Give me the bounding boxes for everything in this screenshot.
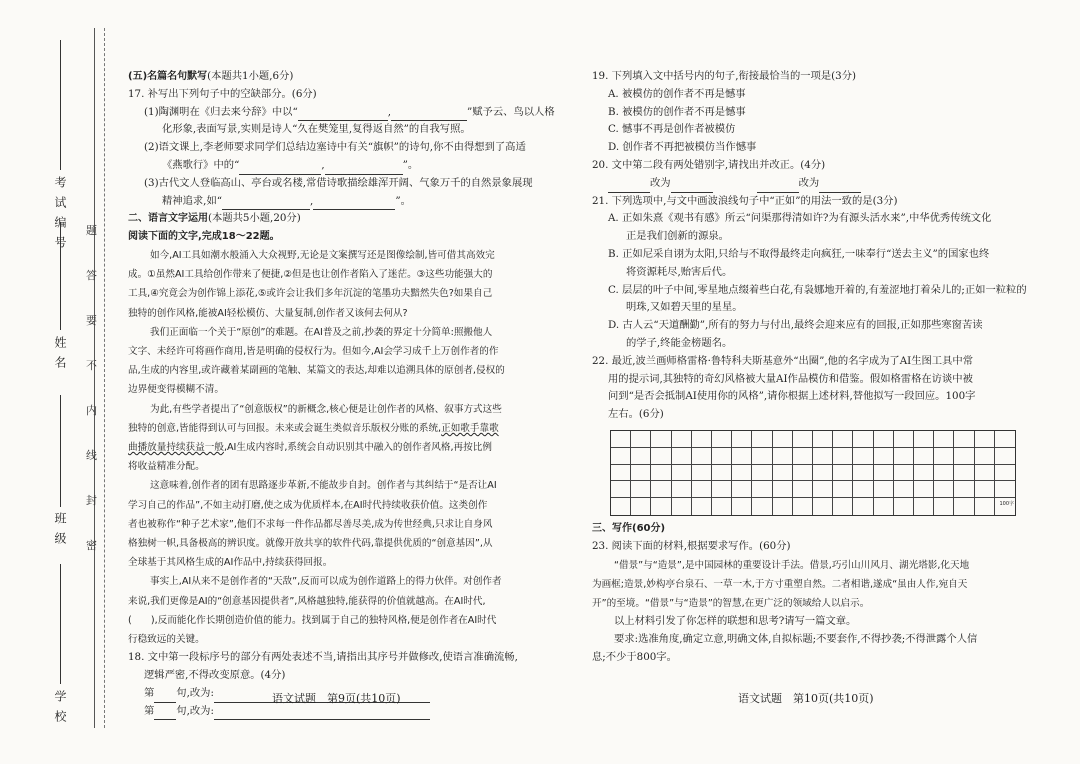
grid-cell[interactable] (934, 431, 954, 448)
grid-cell[interactable] (692, 498, 712, 515)
seal-word: 封 (86, 494, 97, 507)
grid-cell[interactable] (631, 465, 651, 482)
q21-option-a-cont: 正是我们创新的源泉。 (626, 230, 729, 243)
page-9-column (128, 68, 556, 720)
grid-cell[interactable] (752, 498, 772, 515)
grid-cell[interactable] (651, 465, 671, 482)
q20-right-2[interactable] (819, 180, 861, 193)
grid-cell[interactable] (934, 448, 954, 465)
grid-cell[interactable] (975, 481, 995, 498)
material-line: 为画框;造景,妙构亭台泉石、一草一木,于方寸重塑自然。二者相谐,遂成“虽由人作,宛自天 (592, 578, 968, 590)
grid-cell[interactable] (712, 448, 732, 465)
name-label: 姓名 (53, 336, 67, 376)
grid-cell[interactable] (813, 465, 833, 482)
grid-cell[interactable] (995, 465, 1015, 482)
grid-cell[interactable] (894, 498, 914, 515)
grid-cell[interactable] (853, 498, 873, 515)
grid-cell[interactable] (874, 448, 894, 465)
grid-cell[interactable] (793, 498, 813, 515)
grid-cell[interactable] (793, 448, 813, 465)
grid-cell[interactable] (853, 431, 873, 448)
grid-cell[interactable] (732, 448, 752, 465)
grid-cell[interactable] (651, 481, 671, 498)
section-3-heading: 三、写作(60分) (592, 522, 666, 534)
class-field[interactable] (60, 395, 61, 507)
grid-cell[interactable] (853, 465, 873, 482)
exam-number-field[interactable] (60, 40, 61, 170)
q17-part3: (3)古代文人登临高山、亭台或名楼,常借诗歌描绘雄浑开阔、气象万千的自然景象展现 (144, 176, 533, 189)
binding-margin (0, 0, 112, 764)
page-10-footer: 语文试题 第10页(共10页) (738, 692, 874, 705)
q17-part3-cont: 精神追求,如“ , ”。 (128, 193, 556, 211)
blank-q17-2b[interactable] (325, 162, 403, 175)
q21-option-b-cont: 将资源耗尽,贻害后代。 (626, 265, 733, 278)
grid-cell[interactable] (692, 448, 712, 465)
grid-cell[interactable] (611, 448, 631, 465)
grid-cell[interactable] (914, 498, 934, 515)
answer-grid[interactable] (610, 430, 1016, 516)
passage-line: 来说,我们更像是AI的“创意基因提供者”,风格越独特,能获得的价值就越高。在AI时代, (128, 595, 486, 607)
grid-cell[interactable] (773, 431, 793, 448)
material-line: 开”的至境。“借景”与“造景”的智慧,在更广泛的领域给人以启示。 (592, 597, 870, 609)
grid-cell[interactable] (874, 465, 894, 482)
q20-right-1[interactable] (671, 180, 713, 193)
grid-cell[interactable] (773, 448, 793, 465)
grid-cell[interactable] (692, 465, 712, 482)
passage-line: 独特的创意,皆能得到认可与回报。未来或会诞生类似音乐版权分账的系统,正如歌手靠歌 (128, 422, 499, 434)
q19-option-b[interactable]: B. 被模仿的创作者不再是憾事 (608, 105, 746, 118)
grid-cell[interactable] (793, 431, 813, 448)
writing-prompt: 以上材料引发了你怎样的联想和思考?请写一篇文章。 (614, 615, 857, 628)
passage-line: 者也被称作“种子艺术家”,他们不求每一件作品都尽善尽美,成为传世经典,只求让自身风 (128, 518, 493, 530)
grid-cell[interactable] (954, 498, 974, 515)
seal-word: 密 (86, 539, 97, 552)
q18-answer-2: 第 句,改为: (128, 703, 556, 721)
grid-cell[interactable] (833, 498, 853, 515)
passage-line: ( ),反而能化作长期创造价值的能力。找到属于自己的独特风格,便是创作者在AI时代 (128, 614, 497, 626)
q18-answer-1: 第 句,改为: (128, 685, 556, 703)
grid-cell[interactable] (995, 448, 1015, 465)
grid-cell[interactable] (813, 481, 833, 498)
grid-cell[interactable] (631, 448, 651, 465)
blank-q17-3a[interactable] (222, 197, 310, 210)
grid-cell[interactable] (773, 498, 793, 515)
writing-requirements-cont: 息;不少于800字。 (592, 650, 677, 663)
section-2-heading: 二、语言文字运用(本题共5小题,20分) (128, 212, 301, 225)
seal-word: 不 (86, 359, 97, 372)
passage-line: 将收益精准分配。 (128, 461, 205, 473)
question-22-cont: 左右。(6分) (608, 408, 664, 421)
reading-instruction: 阅读下面的文字,完成18～22题。 (128, 231, 280, 243)
grid-cell[interactable] (914, 465, 934, 482)
grid-cell[interactable] (954, 448, 974, 465)
question-22-cont: 问到“是否会抵制AI使用你的风格”,请你根据上述材料,替他拟写一段回应。100字 (608, 390, 976, 403)
grid-cell[interactable] (611, 465, 631, 482)
q18-sentence-no-2[interactable] (154, 707, 176, 720)
passage-line: 工具,④究竟会为创作锦上添花,⑤或许会让我们多年沉淀的笔墨功夫黯然失色?如果自己 (128, 288, 493, 300)
grid-cell[interactable] (672, 431, 692, 448)
grid-cell[interactable] (914, 448, 934, 465)
question-20: 20. 文中第二段有两处错别字,请找出并改正。(4分) (592, 158, 826, 171)
passage-line: 文字、未经许可将画作商用,皆是明确的侵权行为。但如今,AI会学习成千上万创作者的作 (128, 345, 499, 357)
grid-cell[interactable] (975, 498, 995, 515)
seal-word: 答 (86, 269, 97, 282)
page-9-footer: 语文试题 第9页(共10页) (272, 692, 401, 705)
grid-cell[interactable] (833, 448, 853, 465)
grid-cell[interactable] (793, 481, 813, 498)
grid-cell[interactable] (853, 448, 873, 465)
q17-part1: (1)陶渊明在《归去来兮辞》中以“ , ”赋予云、鸟以人格 (128, 104, 556, 122)
question-19: 19. 下列填入文中括号内的句子,衔接最恰当的一项是(3分) (592, 70, 857, 82)
grid-cell[interactable] (934, 481, 954, 498)
grid-cell[interactable] (833, 465, 853, 482)
q17-part1-cont: 化形象,表面写景,实则是诗人“久在樊笼里,复得返自然”的自我写照。 (162, 123, 471, 136)
writing-requirements: 要求:选准角度,确定立意,明确文体,自拟标题;不要套作,不得抄袭;不得泄露个人信 (614, 632, 978, 645)
passage-line: 为此,有些学者提出了“创意版权”的新概念,核心便是让创作者的风格、叙事方式这些 (150, 403, 502, 415)
passage-line: 我们正面临一个关于“原创”的难题。在AI普及之前,抄袭的界定十分简单:照搬他人 (150, 326, 493, 338)
grid-cell[interactable] (732, 481, 752, 498)
question-23: 23. 阅读下面的材料,根据要求写作。(60分) (592, 539, 791, 552)
grid-cell[interactable] (672, 465, 692, 482)
q21-option-d-cont: 的学子,终能金榜题名。 (626, 336, 733, 349)
grid-cell[interactable] (631, 431, 651, 448)
reading-passage (128, 246, 556, 649)
grid-cell[interactable] (874, 431, 894, 448)
grid-cell[interactable] (672, 498, 692, 515)
q18-sentence-no-1[interactable] (154, 690, 176, 703)
passage-line: 行稳致远的关键。 (128, 634, 205, 646)
grid-cell[interactable] (813, 448, 833, 465)
grid-cell[interactable] (954, 481, 974, 498)
grid-cell[interactable] (732, 465, 752, 482)
grid-cell[interactable] (752, 481, 772, 498)
question-21: 21. 下列选项中,与文中画波浪线句子中“正如”的用法一致的是(3分) (592, 194, 898, 207)
exam-number-label: 考试编号 (53, 176, 67, 256)
wavy-underlined-text: 曲播放量持续获益一般 (128, 442, 224, 453)
grid-cell[interactable] (954, 465, 974, 482)
grid-cell[interactable] (833, 431, 853, 448)
q19-option-d[interactable]: D. 创作者不再把被模仿当作憾事 (608, 141, 757, 154)
name-field[interactable] (60, 222, 61, 330)
grid-cell[interactable] (611, 498, 631, 515)
question-17: 17. 补写出下列句子中的空缺部分。(6分) (128, 87, 317, 100)
grid-cell[interactable] (651, 498, 671, 515)
grid-cell[interactable] (894, 465, 914, 482)
grid-cell[interactable] (732, 498, 752, 515)
q20-wrong-1[interactable] (608, 180, 650, 193)
question-18: 18. 文中第一段标序号的部分有两处表述不当,请指出其序号并做修改,使语言准确流畅, (128, 651, 518, 664)
grid-cell[interactable] (934, 498, 954, 515)
grid-cell[interactable] (732, 431, 752, 448)
q21-option-c[interactable]: C. 层层的叶子中间,零星地点缀着些白花,有袅娜地开着的,有羞涩地打着朵儿的;正如一粒粒的 (608, 283, 1027, 296)
passage-line: 边界便变得模糊不清。 (128, 384, 224, 396)
grid-cell[interactable] (954, 431, 974, 448)
passage-line: 事实上,AI从来不是创作者的“天敌”,反而可以成为创作道路上的得力伙伴。对创作者 (150, 576, 502, 588)
grid-cell[interactable] (712, 465, 732, 482)
grid-cell[interactable] (813, 431, 833, 448)
passage-line: 品,生成的内容里,或许藏着某副画的笔触、某篇文的表达,却难以追溯具体的原创者,侵权的 (128, 365, 505, 377)
passage-line: 如今,AI工具如潮水般涌入大众视野,无论是文案撰写还是图像绘制,皆可借其高效完 (150, 249, 495, 261)
passage-line: 学习自己的作品”,不如主动打磨,使之成为优质样本,在AI时代持续收获价值。这类创作 (128, 499, 488, 511)
grid-cell[interactable] (894, 481, 914, 498)
binding-line (94, 28, 95, 728)
grid-cell[interactable] (853, 481, 873, 498)
grid-cell[interactable] (975, 448, 995, 465)
q19-option-a[interactable]: A. 被模仿的创作者不再是憾事 (608, 87, 746, 100)
section-5-heading: (五)名篇名句默写(本题共1小题,6分) (128, 70, 294, 82)
wavy-underlined-text: 正如歌手靠歌 (441, 422, 499, 434)
grid-cell[interactable] (793, 465, 813, 482)
q19-option-c[interactable]: C. 憾事不再是创作者被模仿 (608, 123, 736, 136)
grid-cell[interactable] (752, 465, 772, 482)
q21-option-d[interactable]: D. 古人云“天道酬勤”,所有的努力与付出,最终会迎来应有的回报,正如那些寒窗苦读 (608, 319, 983, 332)
blank-q17-1b[interactable] (391, 108, 467, 121)
q21-option-a[interactable]: A. 正如朱熹《观书有感》所云“问渠那得清如许?为有源头活水来”,中华优秀传统文化 (608, 212, 992, 225)
q21-option-b[interactable]: B. 正如尼采自诩为太阳,只给与不取得最终走向疯狂,一味奉行“送去主义”的国家也终 (608, 247, 990, 260)
passage-line: 全球基于其风格生成的AI作品中,持续获得回报。 (128, 557, 333, 569)
seal-word: 要 (86, 314, 97, 327)
q18-revision-2[interactable] (214, 707, 430, 720)
question-18-cont: 逻辑严密,不得改变原意。(4分) (144, 669, 286, 682)
grid-cell[interactable] (773, 481, 793, 498)
blank-q17-1a[interactable] (298, 108, 388, 121)
grid-cell[interactable] (712, 498, 732, 515)
grid-cell[interactable] (833, 481, 853, 498)
class-label: 班级 (53, 512, 67, 552)
page-10-column (592, 68, 1032, 667)
question-22: 22. 最近,波兰画师格雷格·鲁特科夫斯基意外“出圈”,他的名字成为了AI生图工具中常 (592, 354, 973, 367)
passage-line: 成。①虽然AI工具给创作带来了便捷,②但是也让创作者陷入了迷茫。③这些功能强大的 (128, 269, 493, 281)
grid-cell[interactable] (894, 448, 914, 465)
q17-part2: (2)语文课上,李老师要求同学们总结边塞诗中有关“旗帜”的诗句,你不由得想到了高适 (144, 141, 526, 154)
seal-word: 线 (86, 449, 97, 462)
grid-cell[interactable] (874, 498, 894, 515)
school-field[interactable] (60, 564, 61, 684)
grid-cell[interactable] (712, 431, 732, 448)
grid-cell[interactable] (651, 448, 671, 465)
q20-answers: 改为 改为 (592, 175, 1032, 193)
question-22-cont: 用的提示词,其独特的奇幻风格被大量AI作品模仿和借鉴。假如格雷格在访谈中被 (608, 372, 973, 385)
blank-q17-2a[interactable] (239, 162, 321, 175)
passage-line: 格独树一帜,具备极高的辨识度。就像开放共享的软件代码,靠提供优质的“创意基因”,从 (128, 538, 493, 550)
passage-line: 独特的创作风格,能被AI轻松模仿、大量复制,创作者又该何去何从? (128, 307, 408, 319)
grid-cell[interactable] (692, 481, 712, 498)
grid-cell[interactable] (773, 465, 793, 482)
grid-cell[interactable] (975, 431, 995, 448)
grid-cell[interactable] (995, 431, 1015, 448)
grid-cell[interactable] (712, 481, 732, 498)
grid-cell[interactable] (672, 481, 692, 498)
material-line: “借景”与“造景”,是中国园林的重要设计手法。借景,巧引山川风月、湖光塔影,化天地 (614, 559, 970, 571)
passage-line: 这意味着,创作者的团有思路逐步革新,不能故步自封。创作者与其纠结于“是否让AI (150, 480, 497, 492)
school-label: 学校 (53, 690, 67, 730)
grid-cell[interactable] (934, 465, 954, 482)
q20-wrong-2[interactable] (757, 180, 799, 193)
grid-cell[interactable] (874, 481, 894, 498)
grid-cell[interactable] (813, 498, 833, 515)
blank-q17-3b[interactable] (313, 197, 395, 210)
q21-option-c-cont: 明珠,又如碧天里的星星。 (626, 301, 743, 314)
grid-cell[interactable] (631, 498, 651, 515)
grid-cell[interactable] (611, 431, 631, 448)
writing-material (592, 556, 1032, 614)
grid-cell[interactable] (692, 431, 712, 448)
word-count-mark: 100字 (999, 501, 1014, 508)
q17-part2-cont: 《燕歌行》中的“ , ”。 (128, 157, 556, 175)
seal-word: 题 (86, 224, 97, 237)
grid-cell[interactable] (631, 481, 651, 498)
grid-cell[interactable] (975, 465, 995, 482)
grid-cell[interactable] (752, 448, 772, 465)
grid-cell[interactable] (894, 431, 914, 448)
grid-cell[interactable] (651, 431, 671, 448)
seal-dashed-line (104, 28, 105, 728)
grid-cell[interactable] (752, 431, 772, 448)
passage-line: 曲播放量持续获益一般,AI生成内容时,系统会自动识别其中融入的创作者风格,再按比例 (128, 442, 492, 453)
grid-cell[interactable] (672, 448, 692, 465)
grid-cell[interactable] (914, 431, 934, 448)
seal-word: 内 (86, 404, 97, 417)
grid-cell[interactable] (611, 481, 631, 498)
grid-cell[interactable] (914, 481, 934, 498)
